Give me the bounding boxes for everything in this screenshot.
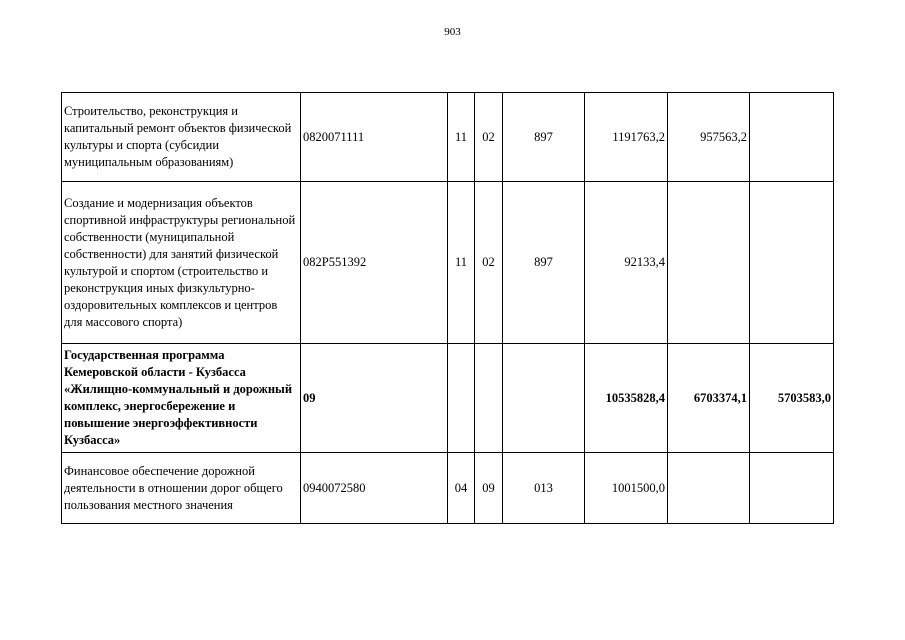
- table-row: [62, 182, 834, 344]
- row-amount-3: [750, 182, 834, 344]
- row-section: [448, 344, 475, 453]
- row-code: 09: [301, 344, 448, 453]
- row-ministry: 013: [503, 453, 585, 524]
- row-name: Создание и модернизация объектов спортивной инфраструктуры региональной собственности (муниципальной собственности) для занятий физической культурой и спортом (строительство и реконструкция иных физкультурно-оздоровительных комплексов и центров для массового спорта): [62, 182, 301, 344]
- row-amount-3: [750, 93, 834, 182]
- row-amount-2: [668, 453, 750, 524]
- row-amount-3: [750, 453, 834, 524]
- row-name: Финансовое обеспечение дорожной деятельности в отношении дорог общего пользования местного значения: [62, 453, 301, 524]
- row-code: 0940072580: [301, 453, 448, 524]
- row-amount-1: 10535828,4: [585, 344, 668, 453]
- budget-table: [61, 92, 834, 524]
- row-amount-2: [668, 182, 750, 344]
- table-row: [62, 93, 834, 182]
- row-amount-1: 92133,4: [585, 182, 668, 344]
- row-amount-1: 1001500,0: [585, 453, 668, 524]
- row-section: 04: [448, 453, 475, 524]
- row-name: Строительство, реконструкция и капитальный ремонт объектов физической культуры и спорта (субсидии муниципальным образованиям): [62, 93, 301, 182]
- row-subsection: 02: [475, 182, 503, 344]
- row-code: 082P551392: [301, 182, 448, 344]
- row-amount-3: 5703583,0: [750, 344, 834, 453]
- row-subsection: 02: [475, 93, 503, 182]
- row-ministry: 897: [503, 182, 585, 344]
- row-subsection: 09: [475, 453, 503, 524]
- row-amount-1: 1191763,2: [585, 93, 668, 182]
- row-ministry: [503, 344, 585, 453]
- row-ministry: 897: [503, 93, 585, 182]
- row-section: 11: [448, 182, 475, 344]
- row-amount-2: 6703374,1: [668, 344, 750, 453]
- table-row: [62, 344, 834, 453]
- table-row: [62, 453, 834, 524]
- row-amount-2: 957563,2: [668, 93, 750, 182]
- row-code: 0820071111: [301, 93, 448, 182]
- row-section: 11: [448, 93, 475, 182]
- row-subsection: [475, 344, 503, 453]
- row-name: Государственная программа Кемеровской области - Кузбасса «Жилищно-коммунальный и дорожный комплекс, энергосбережение и повышение энергоэффективности Кузбасса»: [62, 344, 301, 453]
- page-number: 903: [444, 26, 461, 38]
